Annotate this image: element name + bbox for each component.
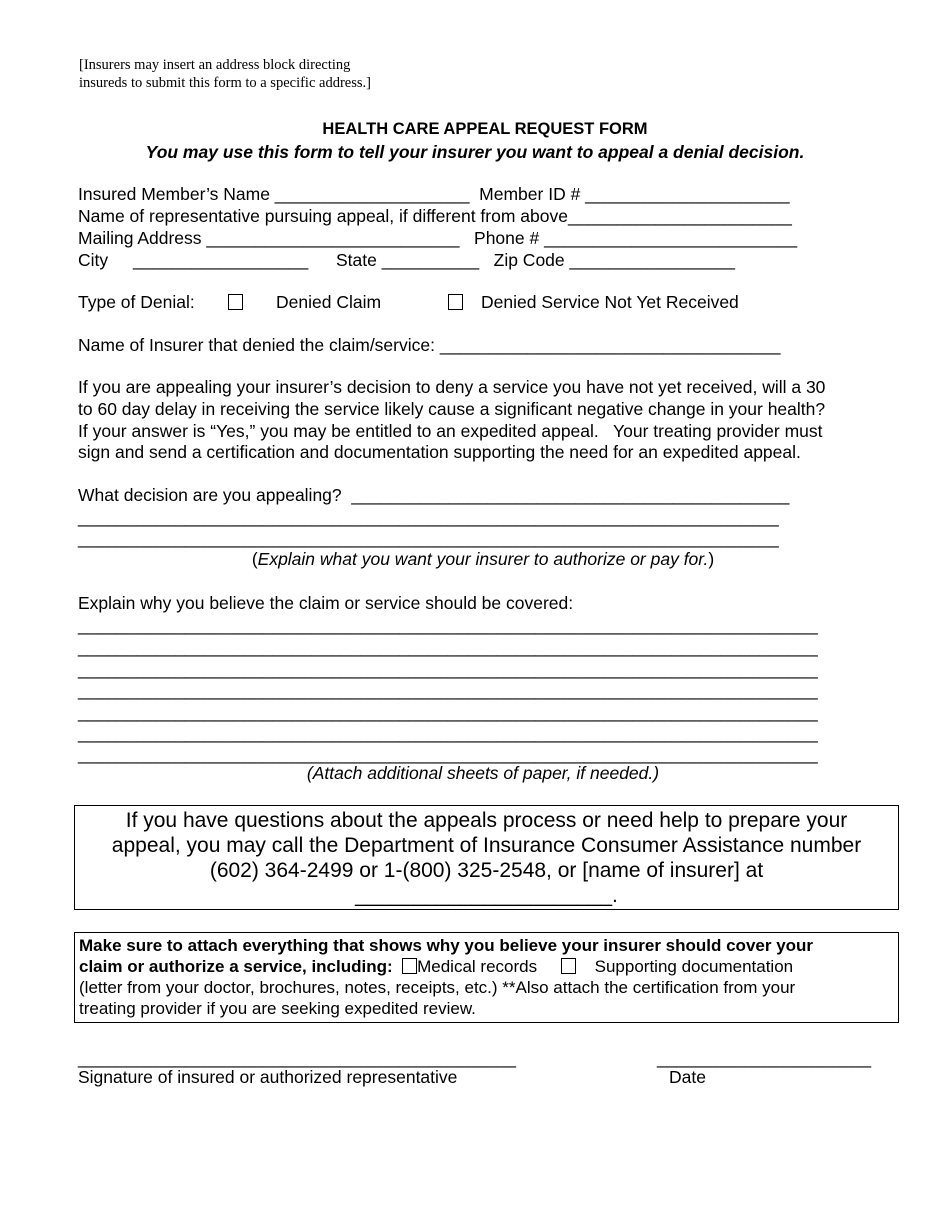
expedited-paragraph-line: If your answer is “Yes,” you may be entitled to an expedited appeal. Your treating provider must [78,421,823,441]
help-box-line: If you have questions about the appeals process or need help to prepare your [125,809,848,832]
coverage-blank-line[interactable]: ____________________________________________________________________________ [78,702,818,722]
member-name-id-line[interactable]: Insured Member’s Name ____________________ Member ID # _____________________ [78,184,790,204]
decision-appealing-line[interactable]: What decision are you appealing? _____________________________________________ [78,485,790,505]
help-box-line: (602) 364-2499 or 1-(800) 325-2548, or [name of insurer] at [209,859,764,882]
address-note-line-1: [Insurers may insert an address block directing [79,57,351,73]
coverage-label: Explain why you believe the claim or service should be covered: [78,593,574,613]
decision-blank-line[interactable]: ________________________________________________________________________ [78,507,779,527]
supporting-documentation-label: Supporting documentation [594,957,794,976]
expedited-paragraph-line: sign and send a certification and documentation supporting the need for an expedited appeal. [78,442,801,462]
signature-field[interactable]: _____________________________________________ [78,1048,516,1068]
coverage-blank-line[interactable]: ____________________________________________________________________________ [78,637,818,657]
date-field[interactable]: ______________________ [657,1048,872,1068]
expedited-paragraph-line: If you are appealing your insurer’s decision to deny a service you have not yet received, will a 30 [78,377,826,397]
medical-records-checkbox[interactable] [402,958,417,974]
date-label: Date [669,1067,706,1087]
help-box [74,805,899,910]
medical-records-label: Medical records [417,957,538,976]
denied-claim-checkbox[interactable] [228,294,243,310]
denied-claim-label: Denied Claim [276,292,382,312]
help-box-line: appeal, you may call the Department of Insurance Consumer Assistance number [111,834,862,857]
decision-hint: (Explain what you want your insurer to authorize or pay for.) [251,549,715,569]
mailing-address-phone-line[interactable]: Mailing Address __________________________ Phone # __________________________ [78,228,798,248]
denied-service-checkbox[interactable] [448,294,463,310]
state-zip-line[interactable]: State __________ Zip Code _________________ [336,250,735,270]
attach-box [74,932,899,1023]
attach-box-heading-cont: claim or authorize a service, including: [79,957,393,976]
decision-blank-line[interactable]: ________________________________________________________________________ [78,528,779,548]
attach-box-line: treating provider if you are seeking expedited review. [79,999,476,1018]
denied-service-label: Denied Service Not Yet Received [481,292,739,312]
coverage-blank-line[interactable]: ____________________________________________________________________________ [78,723,818,743]
supporting-documentation-checkbox[interactable] [561,958,576,974]
coverage-blank-line[interactable]: ____________________________________________________________________________ [78,680,818,700]
expedited-paragraph-line: to 60 day delay in receiving the service likely cause a significant negative change in your health? [78,399,826,419]
city-label: City [78,250,109,270]
representative-line[interactable]: Name of representative pursuing appeal, if different from above_______________________ [78,206,792,226]
form-subtitle: You may use this form to tell your insurer you want to appeal a denial decision. [145,142,805,162]
denial-type-label: Type of Denial: [78,292,195,312]
coverage-blank-line[interactable]: ____________________________________________________________________________ [78,615,818,635]
address-note-line-2: insureds to submit this form to a specific address.] [79,75,371,91]
coverage-blank-line[interactable]: ____________________________________________________________________________ [78,744,818,764]
attach-box-line: (letter from your doctor, brochures, notes, receipts, etc.) **Also attach the certification from your [79,978,796,997]
help-box-line: ______________________. [355,884,618,907]
insurer-name-line[interactable]: Name of Insurer that denied the claim/service: ___________________________________ [78,335,781,355]
city-field[interactable]: __________________ [133,250,309,270]
coverage-blank-line[interactable]: ____________________________________________________________________________ [78,659,818,679]
signature-label: Signature of insured or authorized representative [78,1067,458,1087]
form-title: HEALTH CARE APPEAL REQUEST FORM [322,120,648,138]
attach-sheets-note: (Attach additional sheets of paper, if needed.) [306,763,660,783]
attach-box-heading: Make sure to attach everything that shows why you believe your insurer should cover your [79,936,814,955]
attach-box-options-row [79,956,898,977]
